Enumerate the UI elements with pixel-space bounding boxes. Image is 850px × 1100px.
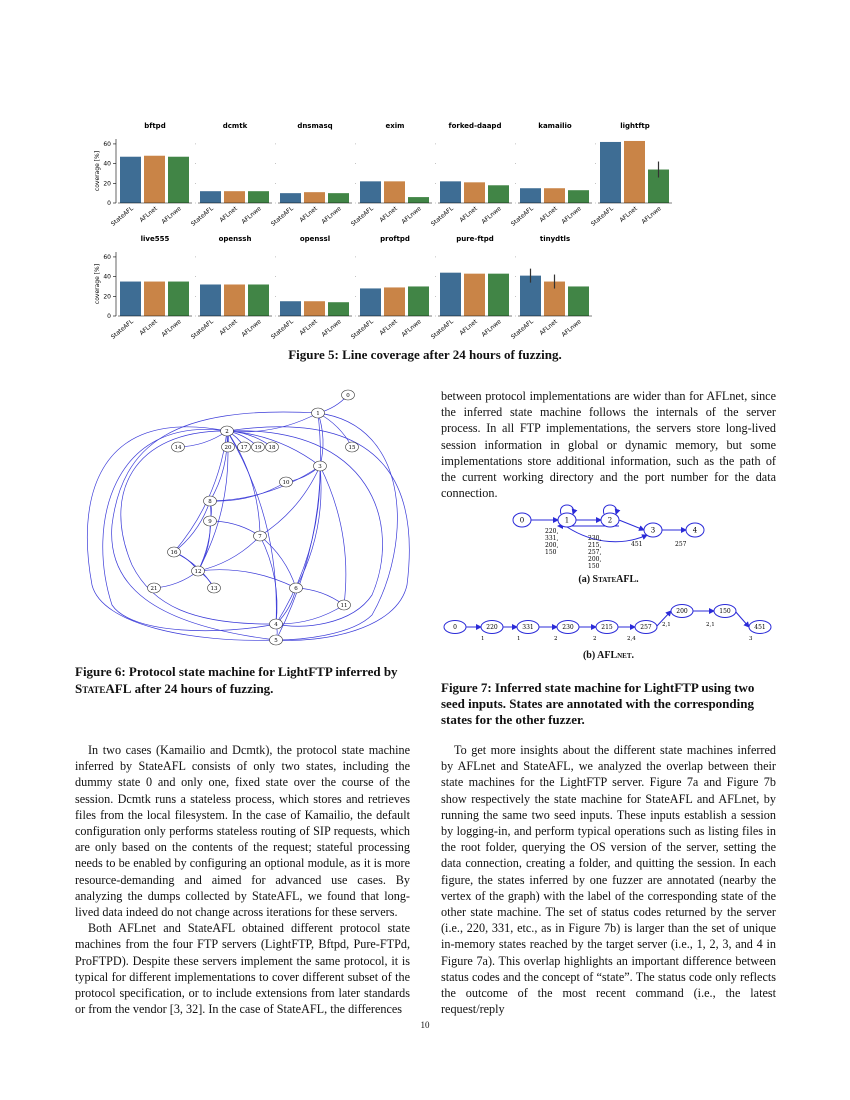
state-node — [312, 408, 325, 418]
state-annotation: 257, — [588, 549, 602, 556]
state-node — [270, 635, 283, 645]
state-node — [222, 442, 235, 452]
state-annotation: 331, — [545, 535, 559, 542]
bar — [224, 191, 245, 203]
chart-panel — [270, 122, 352, 228]
state-annotation: 2,1 — [706, 622, 715, 628]
panel-title: exim — [385, 122, 405, 130]
bar — [408, 197, 429, 203]
y-tick-label: 20 — [103, 293, 111, 301]
state-node-label: 3 — [318, 464, 322, 470]
transition-edge — [296, 466, 321, 588]
figure-6-state-machine — [72, 385, 420, 650]
x-tick-label: AFLnet — [378, 318, 399, 337]
x-tick-label: AFLnet — [298, 205, 319, 224]
state-node — [342, 390, 355, 400]
state-node-label: 16 — [170, 550, 178, 556]
bar — [120, 157, 141, 203]
right-column-bottom-text — [441, 742, 776, 1017]
state-node-label: 230 — [562, 624, 574, 632]
chart-panel — [510, 235, 592, 341]
right-column-top-text — [441, 388, 776, 501]
transition-edge — [260, 536, 277, 624]
state-node-label: 10 — [282, 480, 290, 486]
transition-edge — [174, 501, 210, 552]
transition-edge — [210, 482, 286, 501]
chart-panel — [510, 122, 592, 228]
state-node-label: 13 — [210, 586, 218, 592]
x-tick-label: AFLnwe — [480, 318, 503, 339]
transition-edge — [87, 427, 276, 641]
y-axis-label: coverage [%] — [94, 150, 101, 192]
panel-title: forked-daapd — [448, 122, 502, 130]
chart-panel — [430, 122, 512, 228]
state-annotation: 200, — [588, 556, 602, 563]
x-tick-label: StateAFL — [429, 205, 455, 228]
x-tick-label: AFLnet — [218, 205, 239, 224]
state-node-label: 19 — [254, 445, 262, 451]
state-node-label: 15 — [348, 445, 356, 451]
chart-panel — [350, 235, 432, 341]
state-annotation: 2 — [554, 636, 558, 642]
state-node — [204, 516, 217, 526]
transition-edge — [320, 466, 346, 605]
state-node-label: 0 — [346, 393, 350, 399]
panel-title: kamailio — [538, 122, 572, 130]
transition-edge — [735, 611, 749, 627]
transition-edge — [276, 413, 397, 640]
x-tick-label: StateAFL — [509, 205, 535, 228]
state-node — [558, 513, 576, 527]
chart-panel — [430, 235, 512, 341]
x-tick-label: AFLnet — [138, 318, 159, 337]
x-tick-label: AFLnwe — [400, 205, 423, 226]
bar — [168, 282, 189, 316]
transition-edge — [224, 431, 383, 626]
transition-edge — [567, 527, 647, 542]
panel-title: openssh — [218, 235, 252, 243]
x-tick-label: StateAFL — [189, 318, 215, 341]
figure-5-chart — [94, 112, 740, 352]
bar — [200, 284, 221, 316]
state-annotation: 2,1 — [662, 622, 671, 628]
transition-edge — [619, 520, 644, 530]
transition-edge — [296, 588, 344, 605]
panel-title: pure-ftpd — [456, 235, 494, 243]
state-node-label: 2 — [607, 516, 613, 525]
figure-6-caption-tool: StateAFL — [75, 681, 132, 696]
state-node — [148, 583, 161, 593]
state-annotation: 200, — [545, 542, 559, 549]
state-node-label: 5 — [274, 638, 278, 644]
fig7b-label-tool: net — [617, 650, 632, 661]
state-node — [172, 442, 185, 452]
transition-edge — [210, 521, 260, 536]
bar — [224, 284, 245, 316]
state-node — [601, 513, 619, 527]
x-tick-label: StateAFL — [109, 318, 135, 341]
state-node-label: 0 — [519, 516, 525, 525]
bar — [384, 181, 405, 203]
state-node — [749, 621, 771, 634]
state-node — [714, 605, 736, 618]
transition-edge — [154, 571, 198, 588]
paragraph: In two cases (Kamailio and Dcmtk), the protocol state machine inferred by StateAFL consists of only two states, including the dummy state 0 and only one, fixed state over the course of the session. Dcmtk runs a stateless process, which stores and retrieves files from the local filesystem. In the case of Kamailio, the default configuration only performs stateless routing of SIP requests, which are only based on the contents of the request; stateful processing needs to be enabled by configuring an optional module, as it is more resource-demanding and aimed for advanced use cases. By analyzing the dumps collected by StateAFL, we found that long-lived data indeed do not change across iterations for these servers. — [75, 743, 410, 920]
state-node — [644, 523, 662, 537]
state-annotation: 1 — [517, 636, 521, 642]
panel-title: dnsmasq — [297, 122, 333, 130]
x-tick-label: AFLnet — [458, 318, 479, 337]
state-node-label: 12 — [194, 569, 202, 575]
x-tick-label: StateAFL — [349, 318, 375, 341]
state-node-label: 215 — [601, 624, 613, 632]
x-tick-label: StateAFL — [269, 205, 295, 228]
bar — [408, 286, 429, 316]
state-node — [254, 531, 267, 541]
state-node — [686, 523, 704, 537]
state-node-label: 1 — [316, 411, 320, 417]
transition-edge — [178, 431, 227, 447]
paragraph: To get more insights about the different state machines inferred by AFLnet and StateAFL, we analyzed the overlap between their state machines for the LightFTP server. Figure 7a and Figure 7b show respectively the state machine for StateAFL and AFLnet, by running the same two seed inputs. These inputs establish a session by logging-in, and perform typical operations such as listing files in the root folder, querying the OS version of the server, setting the data connection, creating a folder, and quitting the session. In each figure, the states inferred by one fuzzer are annotated (nearby the vertex of the graph) with the label of the corresponding state of the other state machine. The set of status codes returned by the server (i.e., 220, 331, etc., as in Figure 7b) is larger than the set of unique in-memory states reached by the target server (i.e., 1, 2, 3, and 4 in Figure 7a). This overlap highlights an important difference between status codes and the concept of “state”. The status code only reflects the outcome of the most recent command (i.e., the latest request/reply — [441, 743, 776, 1017]
state-node-label: 331 — [522, 624, 534, 632]
state-node-label: 257 — [640, 624, 652, 632]
figure-7-caption: Figure 7: Inferred state machine for LightFTP using two seed inputs. States are annotated with the corresponding states for the other fuzzer. — [441, 680, 755, 727]
bar — [624, 141, 645, 203]
x-tick-label: AFLnwe — [240, 205, 263, 226]
state-node-label: 14 — [174, 445, 182, 451]
figure-7b-label — [441, 650, 776, 661]
state-node — [192, 566, 205, 576]
state-annotation: 2 — [593, 636, 597, 642]
chart-panel — [270, 235, 352, 341]
transition-edge — [210, 431, 227, 501]
chart-panel — [190, 235, 272, 341]
figure-6-caption — [75, 663, 415, 697]
panel-title: live555 — [140, 235, 170, 243]
bar — [120, 282, 141, 316]
state-node-label: 220 — [486, 624, 498, 632]
bar — [464, 274, 485, 316]
transition-edge — [260, 466, 320, 536]
state-annotation: 3 — [749, 636, 753, 642]
bar — [304, 301, 325, 316]
x-tick-label: AFLnwe — [320, 318, 343, 339]
chart-panel — [94, 122, 192, 228]
transition-edge — [198, 536, 260, 571]
state-node-label: 6 — [294, 586, 298, 592]
panel-title: lightftp — [620, 122, 650, 130]
state-node-label: 17 — [240, 445, 248, 451]
left-column-text — [75, 742, 410, 1017]
y-tick-label: 0 — [107, 200, 111, 207]
state-node-label: 7 — [258, 534, 262, 540]
bar — [544, 188, 565, 203]
state-annotation: 215, — [588, 542, 602, 549]
state-node — [280, 477, 293, 487]
state-annotation: 230, — [588, 535, 602, 542]
y-tick-label: 40 — [103, 273, 111, 281]
state-node — [513, 513, 531, 527]
state-annotation: 150 — [545, 549, 557, 556]
x-tick-label: StateAFL — [109, 205, 135, 228]
bar — [280, 193, 301, 203]
state-node — [221, 426, 234, 436]
x-tick-label: AFLnet — [538, 318, 559, 337]
state-node — [346, 442, 359, 452]
paragraph: Both AFLnet and StateAFL obtained different protocol state machines from the four FTP servers (LightFTP, Bftpd, Pure-FTPd, ProFTPD). Despite these servers implement the same protocol, it is typical for different implementations to cover different subset of the protocol specification, or to include extensions from later standards or from the vendor [3, 32]. In the case of StateAFL, the differences — [75, 921, 410, 1017]
x-tick-label: AFLnwe — [160, 318, 183, 339]
x-tick-label: StateAFL — [429, 318, 455, 341]
panel-title: tinydtls — [539, 235, 571, 243]
state-node-label: 200 — [676, 608, 688, 616]
figure-5-caption: Figure 5: Line coverage after 24 hours of fuzzing. — [288, 347, 562, 362]
fig7a-label-end: . — [636, 574, 639, 585]
state-node — [290, 583, 303, 593]
chart-panel — [350, 122, 432, 228]
bar — [248, 191, 269, 203]
bar — [248, 284, 269, 316]
state-node — [671, 605, 693, 618]
panel-title: dcmtk — [222, 122, 248, 130]
bar — [360, 288, 381, 316]
state-node — [557, 621, 579, 634]
y-tick-label: 60 — [103, 253, 111, 261]
x-tick-label: AFLnet — [378, 205, 399, 224]
state-node — [596, 621, 618, 634]
state-annotation: 451 — [631, 541, 643, 548]
y-axis-label: coverage [%] — [94, 263, 101, 305]
x-tick-label: StateAFL — [349, 205, 375, 228]
x-tick-label: AFLnet — [218, 318, 239, 337]
state-node — [270, 619, 283, 629]
state-node-label: 451 — [754, 624, 766, 632]
state-node — [338, 600, 351, 610]
transition-edge — [276, 413, 321, 640]
panel-title: openssl — [299, 235, 331, 243]
bar — [360, 181, 381, 203]
state-node-label: 3 — [650, 526, 656, 535]
x-tick-label: AFLnwe — [400, 318, 423, 339]
x-tick-label: AFLnwe — [640, 205, 663, 226]
state-node-label: 1 — [564, 516, 570, 525]
state-node-label: 4 — [692, 526, 698, 535]
state-node — [168, 547, 181, 557]
x-tick-label: AFLnwe — [240, 318, 263, 339]
bar — [440, 273, 461, 316]
chart-panel — [190, 122, 272, 228]
state-node — [266, 442, 279, 452]
state-node — [252, 442, 265, 452]
state-annotation: 150 — [588, 563, 600, 570]
fig7a-label-tool: StateAFL — [592, 574, 637, 585]
chart-panel — [94, 235, 192, 341]
figure-7a-label — [441, 574, 776, 585]
state-node — [444, 621, 466, 634]
state-node — [635, 621, 657, 634]
bar — [464, 182, 485, 203]
bar — [384, 287, 405, 316]
state-node — [517, 621, 539, 634]
figure-6-caption-main: Figure 6: Protocol state machine for LightFTP inferred by — [75, 664, 398, 679]
state-node — [238, 442, 251, 452]
state-node — [204, 496, 217, 506]
state-node-label: 150 — [719, 608, 731, 616]
bar — [304, 192, 325, 203]
bar — [568, 190, 589, 203]
fig7a-label-prefix: (a) — [578, 574, 593, 585]
transition-edge — [224, 431, 276, 624]
bar — [488, 274, 509, 316]
state-node-label: 11 — [340, 603, 348, 609]
x-tick-label: AFLnwe — [320, 205, 343, 226]
x-tick-label: StateAFL — [269, 318, 295, 341]
bar — [440, 181, 461, 203]
state-node — [314, 461, 327, 471]
bar — [168, 157, 189, 203]
x-tick-label: AFLnwe — [560, 205, 583, 226]
x-tick-label: StateAFL — [589, 205, 615, 228]
x-tick-label: StateAFL — [189, 205, 215, 228]
state-node — [481, 621, 503, 634]
state-annotation: 1 — [481, 636, 485, 642]
x-tick-label: AFLnwe — [560, 318, 583, 339]
bar — [520, 188, 541, 203]
bar — [200, 191, 221, 203]
state-node-label: 9 — [208, 519, 212, 525]
state-node-label: 18 — [268, 445, 276, 451]
bar — [328, 302, 349, 316]
transition-edge — [121, 431, 276, 624]
bar — [328, 193, 349, 203]
bar — [600, 142, 621, 203]
state-annotation: 257 — [675, 541, 687, 548]
fig7b-label-prefix: (b) AFL — [582, 650, 618, 661]
state-node — [208, 583, 221, 593]
panel-title: proftpd — [380, 235, 410, 243]
paragraph: between protocol implementations are wider than for AFLnet, since the inferred state machine follows the internals of the server process. In all FTP implementations, the servers store long-lived session information in global or dynamic memory, but some implementations store additional information, such as the path of the current working directory and the port number for the data connection. — [441, 389, 776, 501]
chart-panel — [590, 122, 672, 228]
x-tick-label: AFLnwe — [160, 205, 183, 226]
y-tick-label: 60 — [103, 140, 111, 148]
x-tick-label: AFLnet — [538, 205, 559, 224]
x-tick-label: AFLnet — [298, 318, 319, 337]
page-number: 10 — [420, 1020, 430, 1030]
transition-edge — [198, 501, 211, 571]
state-node-label: 21 — [150, 586, 158, 592]
figure-6-caption-tail: after 24 hours of fuzzing. — [131, 681, 274, 696]
state-node-label: 20 — [224, 445, 232, 451]
y-tick-label: 40 — [103, 160, 111, 168]
fig7b-label-end: . — [631, 650, 635, 661]
state-node-label: 0 — [453, 624, 457, 632]
figure-7b-aflnet-graph — [440, 600, 775, 645]
state-node-label: 8 — [208, 499, 212, 505]
bar — [280, 301, 301, 316]
x-tick-label: AFLnet — [458, 205, 479, 224]
state-node-label: 2 — [225, 429, 229, 435]
bar — [144, 156, 165, 203]
x-tick-label: AFLnet — [138, 205, 159, 224]
x-tick-label: StateAFL — [509, 318, 535, 341]
x-tick-label: AFLnet — [618, 205, 639, 224]
state-annotation: 2,4 — [627, 636, 636, 642]
bar — [568, 286, 589, 316]
bar — [488, 185, 509, 203]
state-annotation: 220, — [545, 528, 559, 535]
transition-edge — [198, 521, 210, 571]
bar — [144, 282, 165, 316]
y-tick-label: 0 — [107, 313, 111, 320]
x-tick-label: AFLnwe — [480, 205, 503, 226]
panel-title: bftpd — [144, 122, 166, 130]
y-tick-label: 20 — [103, 180, 111, 188]
state-node-label: 4 — [274, 622, 278, 628]
